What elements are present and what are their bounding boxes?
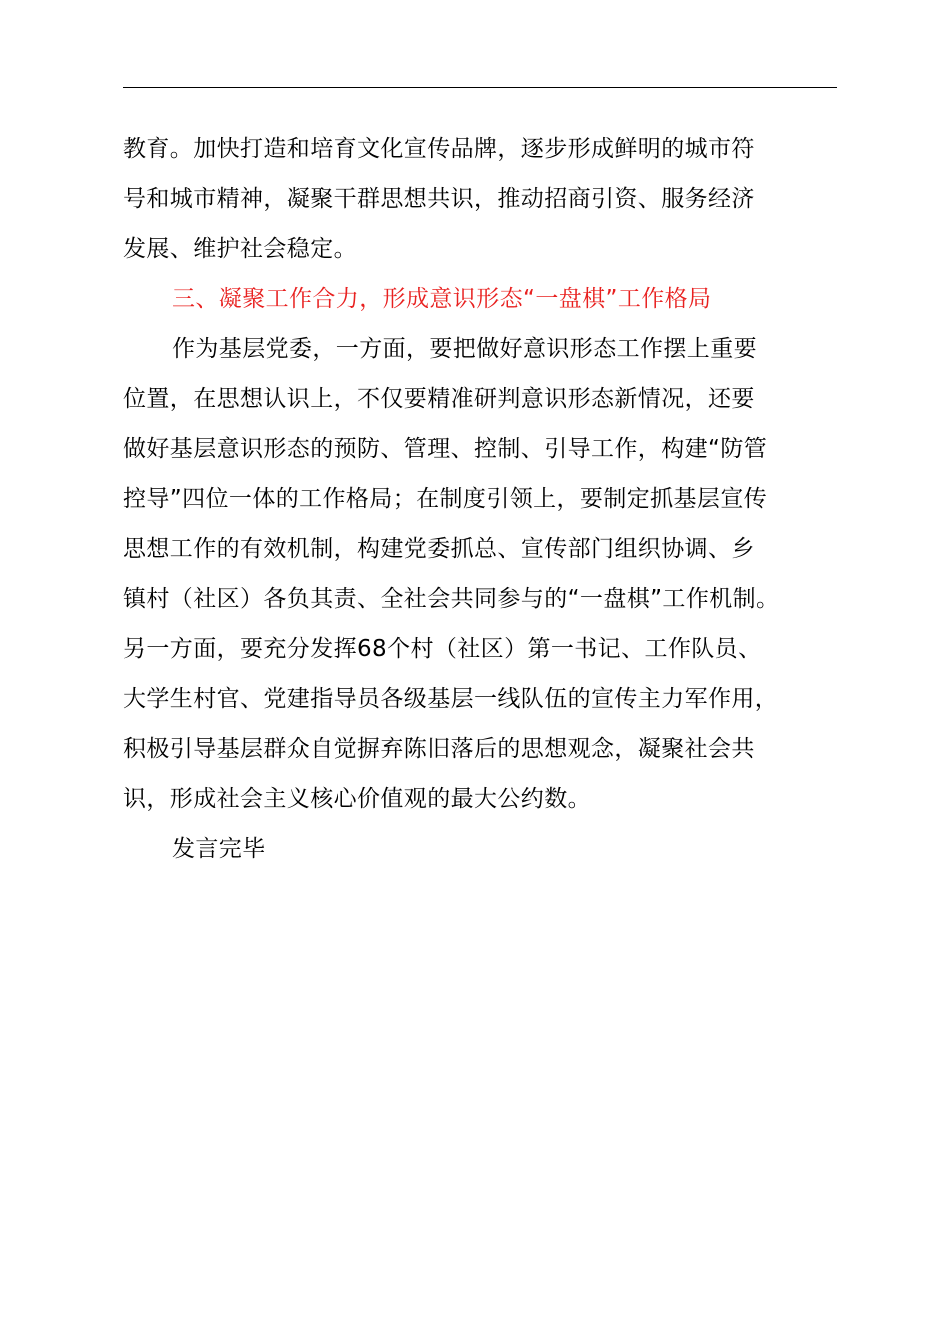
- body-text-line: 大学生村官、党建指导员各级基层一线队伍的宣传主力军作用，: [123, 686, 779, 712]
- body-text-line: 控导”四位一体的工作格局；在制度引领上，要制定抓基层宣传: [123, 486, 768, 512]
- body-text-line: 镇村（社区）各负其责、全社会共同参与的“一盘棋”工作机制。: [123, 586, 780, 612]
- body-text-line: 位置，在思想认识上，不仅要精准研判意识形态新情况，还要: [123, 386, 755, 412]
- section-heading: 三、凝聚工作合力，形成意识形态“一盘棋”工作格局: [172, 286, 712, 312]
- body-text-line: 发展、维护社会稳定。: [123, 236, 357, 262]
- closing-remark: 发言完毕: [172, 836, 266, 862]
- body-text-line: 号和城市精神，凝聚干群思想共识，推动招商引资、服务经济: [123, 186, 755, 212]
- body-text-line: 教育。加快打造和培育文化宣传品牌，逐步形成鲜明的城市符: [123, 136, 755, 162]
- body-text-line: 积极引导基层群众自觉摒弃陈旧落后的思想观念，凝聚社会共: [123, 736, 755, 762]
- body-text-line: 思想工作的有效机制，构建党委抓总、宣传部门组织协调、乡: [123, 536, 755, 562]
- body-text-line: 作为基层党委，一方面，要把做好意识形态工作摆上重要: [172, 336, 757, 362]
- header-rule: [123, 87, 837, 88]
- body-text-line: 另一方面，要充分发挥68个村（社区）第一书记、工作队员、: [123, 636, 762, 662]
- body-text-line: 识，形成社会主义核心价值观的最大公约数。: [123, 786, 591, 812]
- body-text-line: 做好基层意识形态的预防、管理、控制、引导工作，构建“防管: [123, 436, 768, 462]
